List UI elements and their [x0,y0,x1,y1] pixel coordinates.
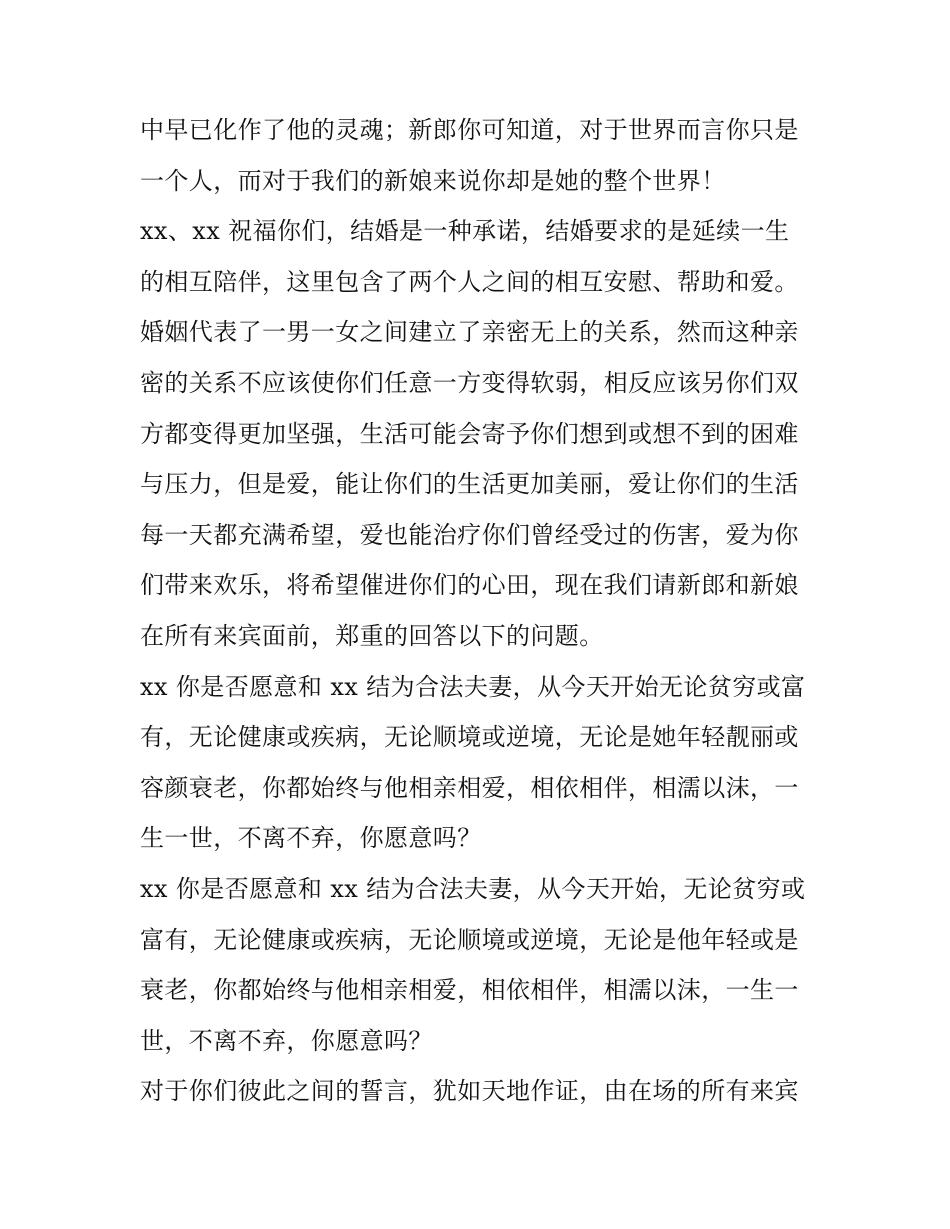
text-line: 衰老，你都始终与他相亲相爱，相依相伴，相濡以沫，一生一 [140,976,799,1004]
text-line: 生一世，不离不弃，你愿意吗？ [140,824,482,852]
text-line: 方都变得更加坚强，生活可能会寄予你们想到或想不到的困难 [140,420,799,448]
text-line: 每一天都充满希望，爱也能治疗你们曾经受过的伤害，爱为你 [140,521,799,549]
text-line: 们带来欢乐，将希望催进你们的心田，现在我们请新郎和新娘 [140,571,799,599]
text-line: 富有，无论健康或疾病，无论顺境或逆境，无论是他年轻或是 [140,926,799,954]
text-line: 对于你们彼此之间的誓言，犹如天地作证，由在场的所有来宾 [140,1077,799,1105]
text-line: xx 你是否愿意和 xx 结为合法夫妻，从今天开始，无论贫穷或 [140,875,806,903]
text-line: 世，不离不弃，你愿意吗？ [140,1027,433,1055]
text-line: 容颜衰老，你都始终与他相亲相爱，相依相伴，相濡以沫，一 [140,774,799,802]
text-line: 有，无论健康或疾病，无论顺境或逆境，无论是她年轻靓丽或 [140,723,799,751]
text-line: xx、xx 祝福你们，结婚是一种承诺，结婚要求的是延续一生 [140,217,790,245]
text-line: 一个人，而对于我们的新娘来说你却是她的整个世界！ [140,167,726,195]
text-line: xx 你是否愿意和 xx 结为合法夫妻，从今天开始无论贫穷或富 [140,673,806,701]
text-line: 在所有来宾面前，郑重的回答以下的问题。 [140,622,604,650]
text-line: 婚姻代表了一男一女之间建立了亲密无上的关系，然而这种亲 [140,318,799,346]
text-line: 中早已化作了他的灵魂；新郎你可知道，对于世界而言你只是 [140,116,799,144]
text-line: 密的关系不应该使你们任意一方变得软弱，相反应该另你们双 [140,369,799,397]
text-line: 与压力，但是爱，能让你们的生活更加美丽，爱让你们的生活 [140,470,799,498]
text-line: 的相互陪伴，这里包含了两个人之间的相互安慰、帮助和爱。 [140,268,799,296]
